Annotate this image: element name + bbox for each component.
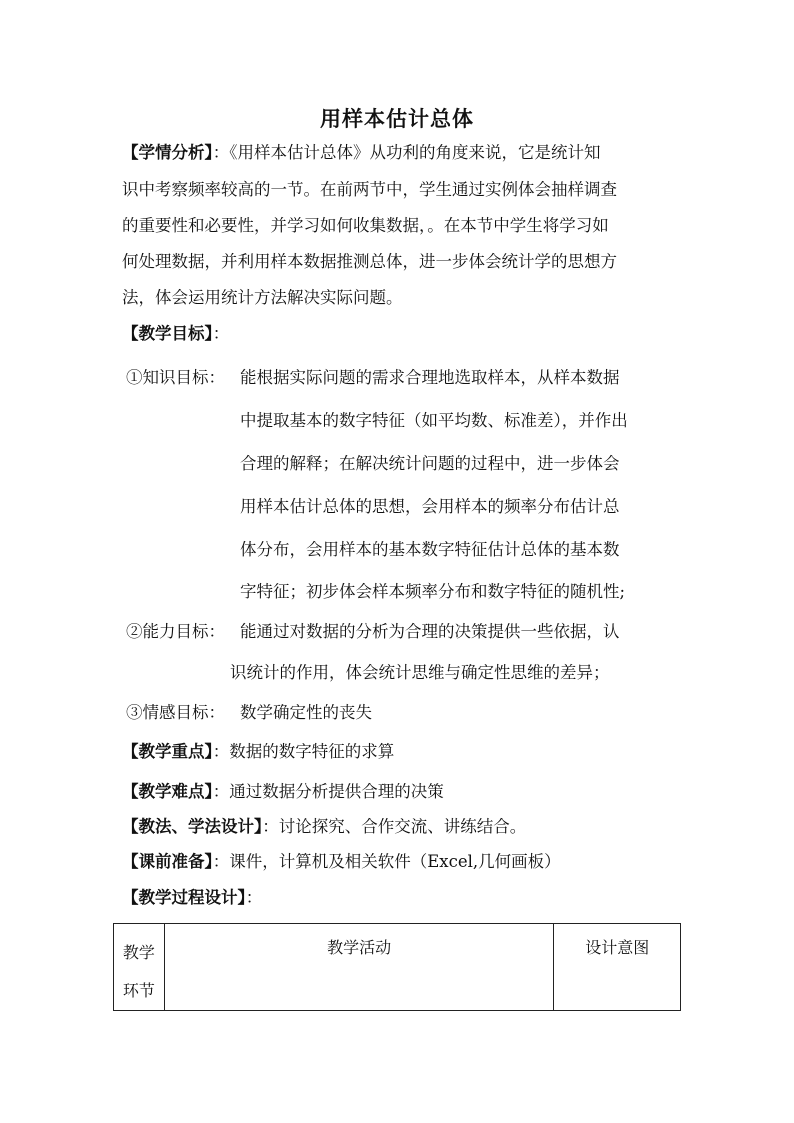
process-heading bbox=[122, 888, 262, 908]
knowledge-goal-label: ①知识目标： bbox=[126, 368, 225, 387]
goals-sep: ： bbox=[212, 324, 230, 343]
page-title: 用样本估计总体 bbox=[320, 106, 474, 131]
emotion-goal-text: 数学确定性的丧失 bbox=[240, 703, 372, 722]
knowledge-goal-line-2: 中提取基本的数字特征（如平均数、标准差），并作出 bbox=[240, 411, 628, 430]
analysis-label: 【学情分析】 bbox=[122, 143, 213, 162]
process-label: 【教学过程设计】 bbox=[122, 888, 246, 907]
knowledge-goal-line-5: 体分布，会用样本的基本数字特征估计总体的基本数 bbox=[240, 540, 620, 559]
table-cell-stage bbox=[114, 924, 165, 1011]
analysis-line-1 bbox=[122, 143, 601, 163]
table-cell-intent bbox=[554, 924, 681, 1011]
table-row bbox=[114, 924, 681, 1011]
preparation-sep: ： bbox=[212, 852, 230, 871]
goals-heading bbox=[122, 324, 229, 344]
process-sep: ： bbox=[245, 888, 263, 907]
stage-header bbox=[114, 924, 164, 1010]
knowledge-goal-line-4: 用样本估计总体的思想，会用样本的频率分布估计总 bbox=[240, 497, 620, 516]
ability-goal-line-1: 能通过对数据的分析为合理的决策提供一些依据，认 bbox=[240, 622, 620, 641]
stage-header-line-1: 教学 bbox=[122, 943, 155, 962]
analysis-sep: ： bbox=[212, 143, 230, 162]
ability-goal-line-2: 识统计的作用，体会统计思维与确定性思维的差异； bbox=[230, 663, 610, 682]
knowledge-goal-line-1: 能根据实际问题的需求合理地选取样本，从样本数据 bbox=[240, 368, 620, 387]
difficulty-text: 通过数据分析提供合理的决策 bbox=[229, 782, 444, 801]
emotion-goal-label: ③情感目标： bbox=[126, 703, 225, 722]
process-table bbox=[113, 923, 681, 1011]
preparation-text: 课件，计算机及相关软件（Excel,几何画板） bbox=[229, 852, 561, 871]
key-point-line bbox=[122, 742, 394, 762]
method-line bbox=[122, 817, 526, 837]
method-text: 讨论探究、合作交流、讲练结合。 bbox=[278, 817, 527, 836]
preparation-label: 【课前准备】 bbox=[122, 852, 213, 871]
ability-goal-label: ②能力目标： bbox=[126, 622, 225, 641]
method-sep: ： bbox=[262, 817, 279, 836]
analysis-line-3: 的重要性和必要性，并学习如何收集数据，。在本节中学生将学习如 bbox=[122, 216, 609, 235]
analysis-line-5: 法，体会运用统计方法解决实际问题。 bbox=[122, 288, 403, 307]
analysis-text-1: 《用样本估计总体》从功利的角度来说，它是统计知 bbox=[229, 143, 601, 162]
activity-header: 教学活动 bbox=[327, 938, 392, 957]
stage-header-line-2: 环节 bbox=[122, 981, 155, 1000]
table-cell-activity bbox=[164, 924, 554, 1011]
goals-label: 【教学目标】 bbox=[122, 324, 213, 343]
key-point-text: 数据的数字特征的求算 bbox=[229, 742, 395, 761]
knowledge-goal-line-3: 合理的解释；在解决统计问题的过程中，进一步体会 bbox=[240, 454, 620, 473]
analysis-line-4: 何处理数据，并利用样本数据推测总体，进一步体会统计学的思想方 bbox=[122, 252, 617, 271]
intent-header: 设计意图 bbox=[585, 938, 650, 957]
analysis-line-2: 识中考察频率较高的一节。在前两节中，学生通过实例体会抽样调查 bbox=[122, 180, 617, 199]
difficulty-line bbox=[122, 782, 444, 802]
knowledge-goal-line-6: 字特征；初步体会样本频率分布和数字特征的随机性; bbox=[240, 582, 626, 601]
preparation-line bbox=[122, 852, 561, 872]
method-label: 【教法、学法设计】 bbox=[122, 817, 263, 836]
key-point-sep: ： bbox=[212, 742, 230, 761]
difficulty-sep: ： bbox=[212, 782, 230, 801]
difficulty-label: 【教学难点】 bbox=[122, 782, 213, 801]
key-point-label: 【教学重点】 bbox=[122, 742, 213, 761]
